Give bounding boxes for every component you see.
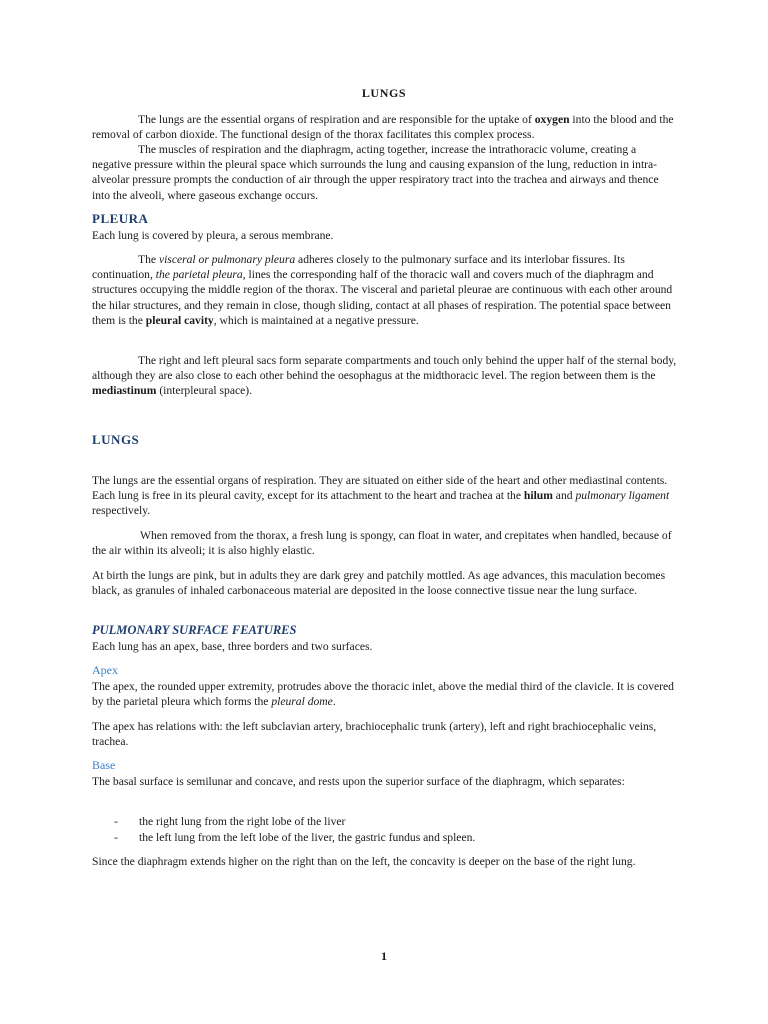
page-number: 1: [381, 949, 387, 963]
pleura-paragraph-2: The visceral or pulmonary pleura adheres closely to the pulmonary surface and its interlobar fissures. Its continuation, the parietal pleura, lines the corresponding half of the thoracic wall and covers much of the diaphragm and structures occupying the middle region of the thorax. The visceral and parietal pleurae are continuous with each other around the hilar structures, and they remain in close, though sliding, contact at all phases of respiration. The potential space between them is the pleural cavity, which is maintained at a negative pressure.: [92, 253, 673, 327]
lungs-paragraph-2: When removed from the thorax, a fresh lung is spongy, can float in water, and crepitates when handled, because of the air within its alveoli; it is also highly elastic.: [92, 529, 672, 558]
bullet-marker: -: [114, 815, 118, 828]
intro-paragraph-1: The lungs are the essential organs of respiration and are responsible for the uptake of oxygen into the blood and the removal of carbon dioxide. The functional design of the thorax facilitates this complex process.: [92, 113, 674, 142]
lungs-paragraph-3: At birth the lungs are pink, but in adults they are dark grey and patchily mottled. As age advances, this maculation becomes black, as granules of inhaled carbonaceous material are deposited in the loose connective tissue near the lung surface.: [92, 569, 666, 598]
list-item: - the left lung from the left lobe of the liver, the gastric fundus and spleen.: [114, 830, 476, 844]
intro-paragraph-2: The muscles of respiration and the diaphragm, acting together, increase the intrathoracic volume, creating a negative pressure within the pleural space which surrounds the lung and causing expansion of the lung, reduction in intra-alveolar pressure prompts the conduction of air through the upper respiratory tract into the trachea and airways and thence into the alveoli, where gaseous exchange occurs.: [92, 143, 659, 202]
apex-paragraph-1: The apex, the rounded upper extremity, protrudes above the thoracic inlet, above the medial third of the clavicle. It is covered by the parietal pleura which forms the pleural dome.: [92, 680, 674, 709]
pulmonary-surface-features-heading: PULMONARY SURFACE FEATURES: [92, 623, 297, 637]
apex-paragraph-2: The apex has relations with: the left subclavian artery, brachiocephalic trunk (artery), left and right brachiocephalic veins, trachea.: [92, 720, 657, 749]
base-bullet-list: [114, 814, 684, 845]
pleura-paragraph-1: Each lung is covered by pleura, a serous membrane.: [92, 229, 334, 242]
base-paragraph-1: The basal surface is semilunar and concave, and rests upon the superior surface of the diaphragm, which separates:: [92, 775, 625, 788]
page-title: LUNGS: [361, 86, 407, 100]
lungs-paragraph-1: The lungs are the essential organs of respiration. They are situated on either side of the heart and other mediastinal contents. Each lung is free in its pleural cavity, except for its attachment to the heart and trachea at the hilum and pulmonary ligament respectively.: [92, 474, 670, 518]
bullet-marker: -: [114, 830, 118, 844]
pleura-heading: PLEURA: [92, 211, 149, 226]
lungs-heading: LUNGS: [92, 432, 140, 447]
apex-heading: Apex: [92, 663, 118, 677]
base-paragraph-2: Since the diaphragm extends higher on the right than on the left, the concavity is deeper on the base of the right lung.: [92, 855, 636, 868]
pleura-paragraph-3: The right and left pleural sacs form separate compartments and touch only behind the upper half of the sternal body, although they are also close to each other behind the oesophagus at the midthoracic level. The region between them is the mediastinum (interpleural space).: [92, 354, 677, 398]
list-item: - the right lung from the right lobe of the liver: [114, 815, 346, 828]
base-heading: Base: [92, 758, 116, 772]
features-paragraph: Each lung has an apex, base, three borders and two surfaces.: [92, 640, 373, 653]
